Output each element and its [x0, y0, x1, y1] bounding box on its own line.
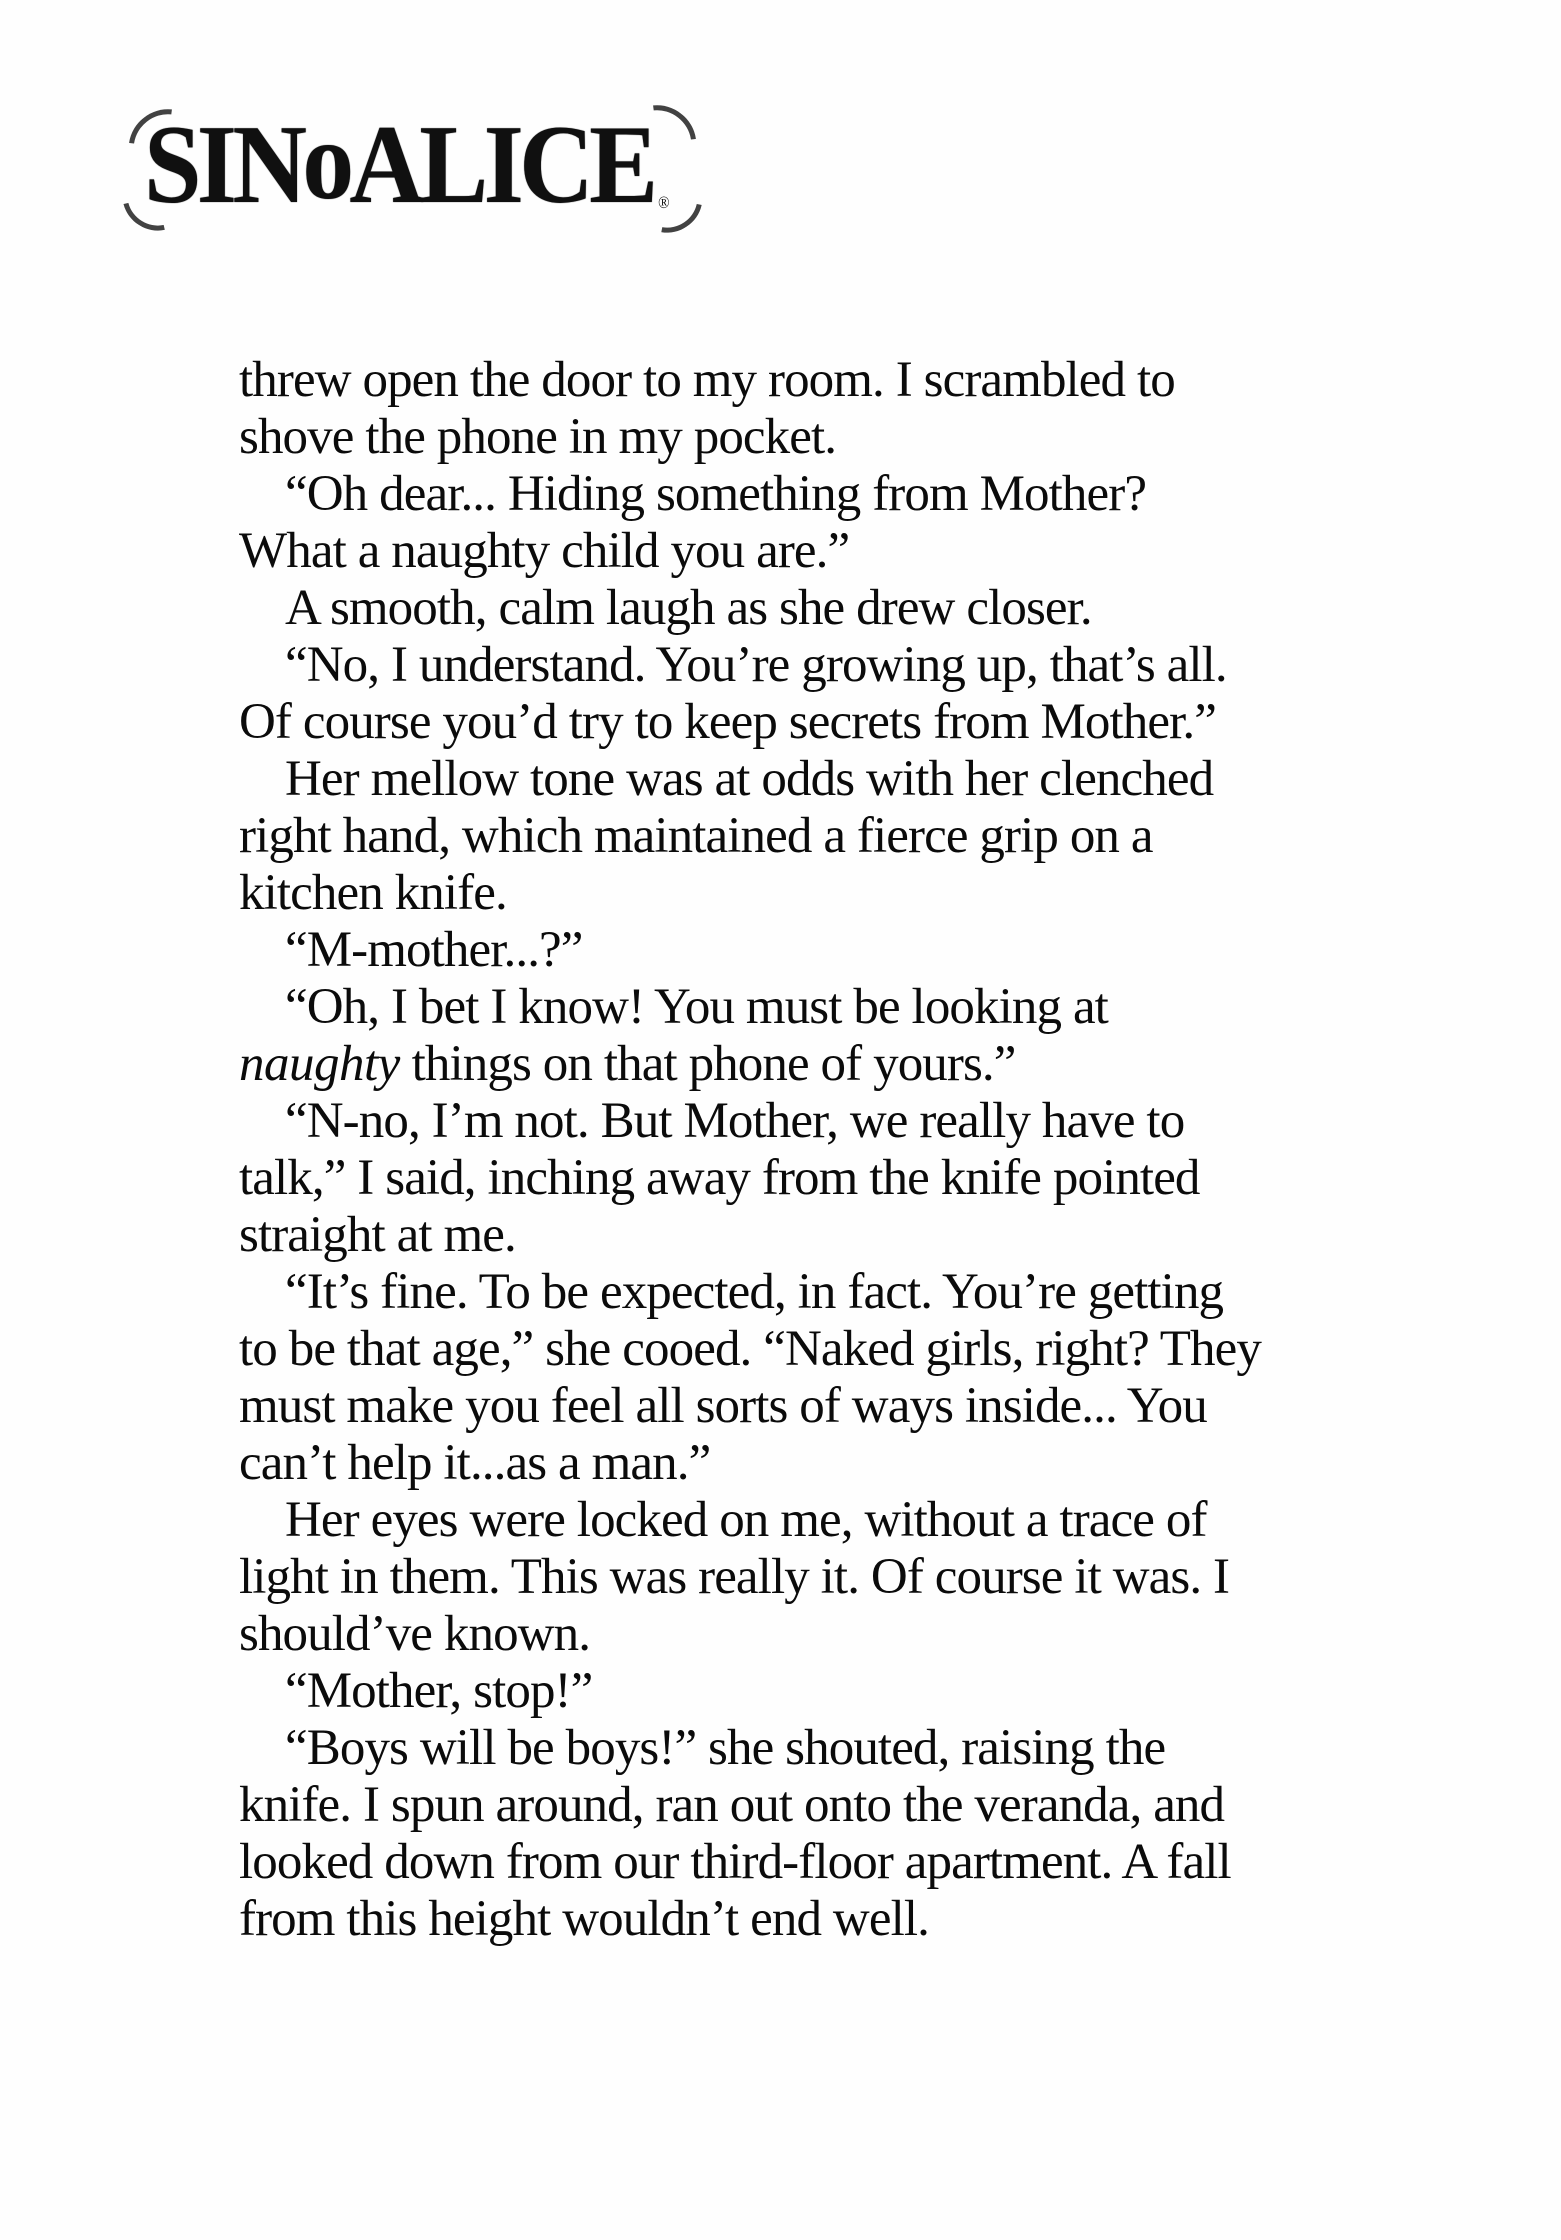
registered-trademark: ® [658, 194, 670, 213]
paragraph [239, 352, 1319, 466]
paragraph [239, 1720, 1319, 1948]
text-line: A smooth, calm laugh as she drew closer. [285, 580, 1092, 636]
text-line: talk,” I said, inching away from the knife pointed [239, 1150, 1200, 1206]
text-line: Of course you’d try to keep secrets from Mother.” [239, 694, 1216, 750]
text-line: “N-no, I’m not. But Mother, we really have to [285, 1093, 1185, 1149]
paragraph [239, 1492, 1319, 1663]
text-line: right hand, which maintained a fierce grip on a [239, 808, 1153, 864]
paragraph [239, 466, 1319, 580]
text-line: “Mother, stop!” [285, 1663, 593, 1719]
italic-text: naughty [239, 1036, 400, 1092]
sinoalice-logo [144, 97, 703, 227]
text-line: What a naughty child you are.” [239, 523, 850, 579]
text-line: “M-mother...?” [285, 922, 583, 978]
paragraph [239, 1264, 1319, 1492]
text-line: “Oh dear... Hiding something from Mother? [285, 466, 1147, 522]
text-line: “Boys will be boys!” she shouted, raising the [285, 1720, 1166, 1776]
text-line: naughty things on that phone of yours.” [239, 1036, 1016, 1092]
text-line: can’t help it...as a man.” [239, 1435, 711, 1491]
paragraph [239, 751, 1319, 922]
text-line: kitchen knife. [239, 865, 507, 921]
text-line: straight at me. [239, 1207, 516, 1263]
text-line: should’ve known. [239, 1606, 591, 1662]
body-text [239, 352, 1319, 1948]
text-line: “No, I understand. You’re growing up, that’s all. [285, 637, 1227, 693]
paragraph [239, 1663, 1319, 1720]
text-line: shove the phone in my pocket. [239, 409, 837, 465]
text-line: looked down from our third-floor apartment. A fall [239, 1834, 1231, 1890]
paragraph [239, 580, 1319, 637]
paragraph [239, 1093, 1319, 1264]
logo-wordmark-pre: SIN [144, 101, 303, 227]
logo-wordmark-post: ALICE [349, 101, 654, 227]
text-line: “Oh, I bet I know! You must be looking at [285, 979, 1108, 1035]
paragraph [239, 922, 1319, 979]
paragraph [239, 979, 1319, 1093]
text-line: to be that age,” she cooed. “Naked girls, right? They [239, 1321, 1261, 1377]
text-line: threw open the door to my room. I scrambled to [239, 352, 1175, 408]
text-line: knife. I spun around, ran out onto the veranda, and [239, 1777, 1225, 1833]
paragraph [239, 637, 1319, 751]
text-line: light in them. This was really it. Of course it was. I [239, 1549, 1230, 1605]
text-line: must make you feel all sorts of ways inside... You [239, 1378, 1207, 1434]
text-line: “It’s fine. To be expected, in fact. You’re getting [285, 1264, 1224, 1320]
logo-wordmark-o: o [302, 97, 350, 223]
logo-wordmark [144, 97, 670, 227]
text-line: from this height wouldn’t end well. [239, 1891, 929, 1947]
text-line: Her eyes were locked on me, without a trace of [285, 1492, 1207, 1548]
text-line: Her mellow tone was at odds with her clenched [285, 751, 1214, 807]
